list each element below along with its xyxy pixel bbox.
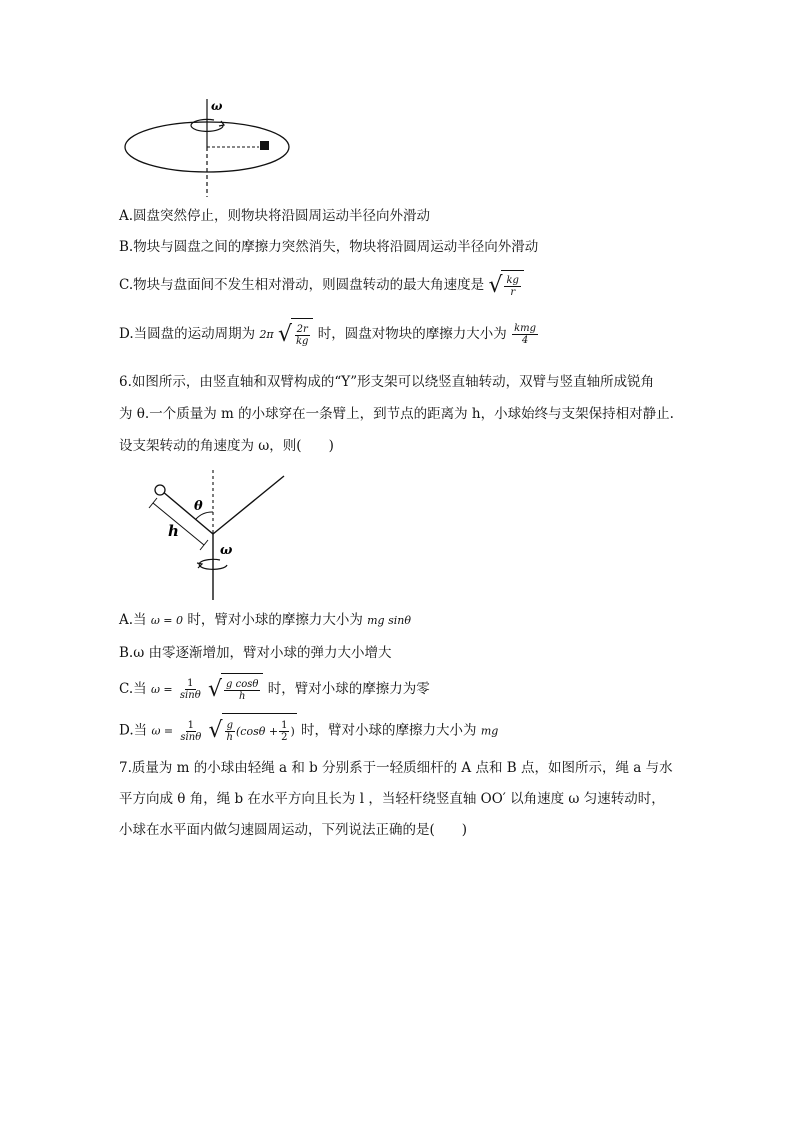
q5-option-d-period-formula: √ $\frac{2r}{kg}$ (278, 318, 314, 351)
q7-stem-line1: 7.质量为 m 的小球由轻绳 a 和 b 分别系于一轻质细杆的 A 点和 B 点，如图所示，绳 a 与水 (119, 760, 673, 776)
q6-option-c: C.当 ω = $\frac{1}{\sin\theta}$ √ $\frac{\text{g cosθ}}{h}$ 时，臂对小球的摩擦力为零 (119, 673, 430, 706)
q5-option-c-text: C.物块与盘面间不发生相对滑动，则圆盘转动的最大角速度是 (119, 277, 485, 293)
q6-option-c-root: √ $\frac{\text{g cosθ}}{h}$ (208, 673, 263, 706)
h-label: h (168, 522, 179, 540)
omega-label: ω (220, 543, 233, 558)
omega-label: ω (211, 99, 223, 113)
q6-option-c-frac: $\frac{1}{\sin\theta}$ (179, 678, 201, 701)
q6-option-d-frac: $\frac{1}{\sin\theta}$ (180, 719, 202, 743)
q5-option-c (119, 270, 524, 301)
q5-option-c-formula: √ $\frac{kg}{r}$ (488, 270, 524, 301)
block (260, 141, 269, 150)
small-ball (155, 485, 165, 495)
q5-option-d-pre: D.当圆盘的运动周期为 (119, 326, 256, 342)
q6-option-b: B.ω 由零逐渐增加，臂对小球的弹力大小增大 (119, 645, 392, 661)
q6-stem-line1: 6.如图所示，由竖直轴和双臂构成的“Y”形支架可以绕竖直轴转动，双臂与竖直轴所成锐角 (119, 374, 655, 390)
q5-option-d-force-formula: $\frac{\text{kmg}}{4}$ (514, 323, 537, 346)
q6-option-d: D.当 ω = $\frac{1}{\sin\theta}$ √ $\frac{g}{h}$ (cosθ + $\frac{1}{2}$ ) 时，臂对小球的摩擦力大小为 mg (119, 713, 498, 749)
y-frame-figure (140, 468, 290, 603)
q5-option-d (119, 318, 539, 351)
q5-option-d-mid: 时，圆盘对物块的摩擦力大小为 (317, 326, 507, 342)
q6-option-a-condition: ω = 0 (150, 614, 184, 627)
q6-option-a-value: mg sinθ (367, 614, 411, 627)
disk-figure (118, 95, 308, 200)
q5-option-d-coef: 2π (259, 328, 274, 341)
q6-stem-line3: 设支架转动的角速度为 ω，则( ) (119, 438, 334, 454)
theta-label: θ (194, 499, 203, 514)
q7-stem-line3: 小球在水平面内做匀速圆周运动，下列说法正确的是( ) (119, 822, 468, 838)
q7-stem-line2: 平方向成 θ 角，绳 b 在水平方向且长为 l ，当轻杆绕竖直轴 OO′ 以角速度 ω 匀速转动时， (119, 791, 665, 807)
q6-option-a: A.当 ω = 0 时，臂对小球的摩擦力大小为 mg sinθ (119, 612, 411, 628)
q5-option-b: B.物块与圆盘之间的摩擦力突然消失，物块将沿圆周运动半径向外滑动 (119, 239, 539, 255)
q5-option-a: A.圆盘突然停止，则物块将沿圆周运动半径向外滑动 (119, 208, 431, 224)
right-arm (213, 476, 284, 534)
q6-option-d-root: √ $\frac{g}{h}$ (cosθ + $\frac{1}{2}$ ) (209, 713, 297, 749)
q6-stem-line2: 为 θ.一个质量为 m 的小球穿在一条臂上，到节点的距离为 h，小球始终与支架保持相对静止. (119, 406, 674, 422)
